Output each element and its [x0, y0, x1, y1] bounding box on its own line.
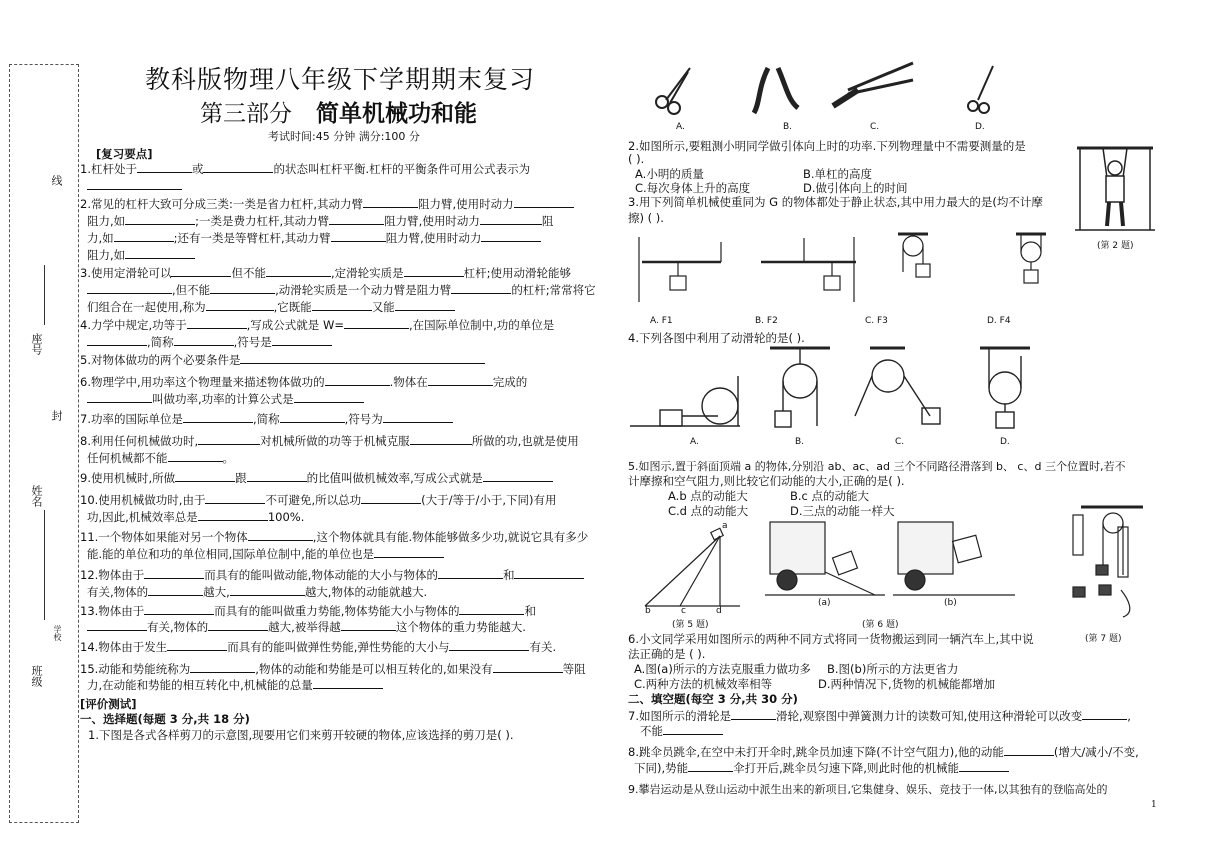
text: 完成的: [492, 375, 528, 389]
text: 力,在动能和势能的相互转化中,机械能的总量: [87, 678, 313, 692]
blank: [363, 195, 418, 208]
q8-line: [628, 743, 1139, 760]
q2-line3: [87, 229, 541, 246]
text: ,写成公式就是 W=: [246, 318, 344, 332]
blank: [206, 298, 274, 311]
q3-paren: 擦) ( ).: [628, 211, 664, 225]
legs: [1107, 202, 1123, 226]
blank: [329, 212, 384, 225]
incline-point-d: d: [716, 606, 722, 616]
q2-line: [80, 195, 574, 212]
q11-line2: [87, 545, 444, 562]
q3-line: [80, 264, 571, 281]
blank: [144, 566, 204, 579]
blank: [410, 432, 472, 445]
q5-stem: 5.如图示,置于斜面顶端 a 的物体,分别沿 ab、ac、ad 三个不同路径滑落到 b、 c、d 三个位置时,若不: [628, 460, 1126, 473]
pulley-c: [903, 236, 923, 256]
weight1: [1096, 565, 1108, 575]
text: 能.能的单位和功的单位相同,国际单位制中,能的单位也是: [87, 547, 374, 561]
text: ,它既能: [273, 300, 312, 314]
blank: [148, 583, 203, 596]
blank: [959, 759, 1009, 772]
text: ,简称: [252, 412, 280, 426]
q4-line2: [87, 333, 332, 350]
spring-scale: [1073, 515, 1083, 555]
blank: [493, 660, 563, 673]
text: 不能: [640, 724, 663, 738]
q6-line: [80, 373, 527, 390]
binding-margin: [9, 64, 79, 823]
q6-figure-caption: (第 6 题): [862, 620, 899, 630]
blank: [230, 583, 305, 596]
q2-option-b: B.单杠的高度: [803, 167, 873, 181]
pulley-d: [989, 372, 1021, 404]
text: 5.对物体做功的两个必要条件是: [80, 353, 241, 367]
text: 6.物理学中,用功率这个物理量来描述物体做功的: [80, 375, 325, 389]
blank: [1082, 707, 1127, 720]
blank: [203, 160, 273, 173]
blank: [514, 566, 584, 579]
q2-option-a: A.小明的质量: [635, 167, 704, 181]
pullup-figure: [1075, 140, 1155, 235]
q1-line2: [87, 177, 182, 193]
blank: [87, 177, 182, 190]
blank: [168, 449, 223, 462]
text: ;还有一类是等臂杠杆,其动力臂: [173, 231, 331, 245]
text: 所做的功,也就是使用: [471, 434, 579, 448]
blank: [459, 602, 524, 615]
blank: [483, 469, 553, 482]
incline-figure: [640, 526, 750, 614]
q15-line: [80, 660, 586, 677]
text: 阻: [541, 214, 554, 228]
text: 或: [191, 162, 204, 176]
arms: [1103, 148, 1127, 178]
seat-number-label: 座号: [30, 333, 43, 355]
text: ,: [1127, 709, 1131, 723]
text: 4.力学中规定,功等于: [80, 318, 187, 332]
blank: [341, 618, 396, 631]
text: 而具有的能叫做弹性势能,弹性势能的大小与: [227, 640, 450, 654]
q14-line: [80, 638, 556, 655]
truck-a: [770, 522, 825, 574]
q6-stem: 6.小文同学采用如图所示的两种不同方式将同一货物搬运到同一辆汽车上,其中说: [628, 632, 1034, 646]
text: 和: [524, 604, 536, 618]
text: 13.物体由于: [80, 604, 145, 618]
q12-line: [80, 566, 584, 583]
text: 。: [222, 451, 234, 465]
q2-line4: [87, 246, 195, 263]
exam-info: 考试时间:45 分钟 满分:100 分: [268, 130, 420, 143]
blank: [87, 281, 172, 294]
seat-number-line: [44, 265, 45, 325]
text: 但不能: [231, 266, 266, 280]
text: ,符号为: [344, 412, 383, 426]
text: 这个物体的重力势能越大.: [395, 620, 526, 634]
text: 100%.: [267, 510, 305, 524]
text: 10.使用机械做功时,由于: [80, 493, 206, 507]
seal-char: 封: [50, 410, 63, 421]
q5-option-a: A.b 点的动能大: [668, 489, 748, 503]
q3-line3: [87, 298, 455, 315]
scissors-a-blade2: [670, 72, 688, 103]
blank: [208, 618, 268, 631]
q2-option-c: C.每次身体上升的高度: [635, 181, 751, 195]
blank: [481, 229, 541, 242]
text: 的状态叫杠杆平衡.杠杆的平衡条件可用公式表示为: [273, 162, 531, 176]
blank: [1004, 743, 1054, 756]
blank: [175, 469, 235, 482]
blank: [171, 264, 231, 277]
rope-c1: [855, 376, 872, 416]
q3-line2: [87, 281, 596, 298]
q4-option-b: B.: [795, 437, 805, 447]
blank: [688, 759, 733, 772]
text: 3.使用定滑轮可以: [80, 266, 172, 280]
name-line: [44, 510, 45, 620]
pulley-scale-figure: [1063, 505, 1153, 620]
weight-c: [916, 264, 930, 277]
text: 越大,物体的动能就越大.: [304, 585, 428, 599]
text: 阻力臂,使用时动力: [385, 231, 482, 245]
text: 而具有的能叫做重力势能,物体势能大小与物体的: [214, 604, 460, 618]
blank: [404, 264, 464, 277]
blank: [87, 618, 147, 631]
q6-option-d: D.两种情况下,货物的机械能都增加: [818, 677, 996, 691]
q6-line2: [87, 390, 364, 407]
blank: [325, 373, 390, 386]
q2-paren: ( ).: [628, 152, 645, 166]
crate-a: [833, 551, 858, 575]
q2-figure-caption: (第 2 题): [1097, 241, 1134, 251]
q3-option-d: D. F4: [987, 316, 1011, 326]
q7-line: [80, 410, 453, 427]
blank: [174, 333, 234, 346]
text: 的比值叫做机械效率,写成公式就是: [306, 471, 483, 485]
pulley-systems-figure: [630, 346, 1050, 436]
text: 的杠杆;常常将它: [511, 283, 596, 297]
text: ,这个物体就具有能.物体能够做多少功,就说它具有多少: [312, 530, 589, 544]
pliers-b-handle: [754, 68, 768, 113]
school-label: 学校: [53, 625, 62, 641]
q15-line2: [87, 676, 383, 693]
scissors-d-blade: [978, 66, 993, 100]
truck-loading-figure: [765, 520, 1020, 610]
text: (增大/减小/不变,: [1053, 745, 1139, 759]
q1-option-a: A.: [676, 122, 685, 132]
name-label: 姓名: [30, 485, 43, 507]
choice-heading: 一、选择题(每题 3 分,共 18 分): [80, 712, 250, 726]
blank: [198, 508, 268, 521]
q4-option-d: D.: [1000, 437, 1010, 447]
text: .物体在: [389, 375, 428, 389]
blank: [383, 410, 453, 423]
q9-line: 9.攀岩运动是从登山运动中派生出来的新项目,它集健身、娱乐、竞技于一体,以其独有的登临高处的: [628, 783, 1108, 796]
text: 杠杆;使用动滑轮能够: [463, 266, 572, 280]
weight-b: [824, 276, 840, 290]
slope-ab: [645, 536, 720, 606]
q1-option-b: B.: [783, 122, 793, 132]
blank: [144, 602, 214, 615]
text: 叫做功率,功率的计算公式是: [152, 392, 294, 406]
q1-line: [80, 160, 530, 177]
block-a: [660, 410, 682, 426]
text: 力,如: [87, 231, 114, 245]
q3-option-b: B. F2: [755, 316, 778, 326]
blank: [210, 281, 275, 294]
q6-sub-b: (b): [944, 598, 957, 608]
subtitle-part: 第三部分: [200, 101, 292, 127]
scissors-d-ring2: [979, 103, 989, 113]
text: 8.利用任何机械做功时,: [80, 434, 199, 448]
text: ,在国际单位制中,功的单位是: [408, 318, 555, 332]
q6-option-c: C.两种方法的机械效率相等: [634, 677, 773, 691]
q5-stem2: 计摩擦和空气阻力,则比较它们动能的大小,正确的是( ).: [628, 474, 905, 488]
text: 越大,被举得越: [268, 620, 341, 634]
head: [1108, 161, 1122, 175]
torso: [1106, 176, 1124, 202]
page-title: 教科版物理八年级下学期期末复习: [145, 65, 536, 94]
text: 对机械所做的功等于机械克服: [260, 434, 410, 448]
q5-option-c: C.d 点的动能大: [668, 504, 749, 518]
text: 滑轮,观察图中弹簧测力计的读数可知,使用这种滑轮可以改变: [775, 709, 1083, 723]
blank: [331, 229, 386, 242]
blank: [125, 212, 195, 225]
q5-option-d: D.三点的动能一样大: [790, 504, 895, 518]
blank: [731, 707, 776, 720]
text: 越大,: [203, 585, 230, 599]
blank: [190, 660, 255, 673]
mc1-stem: 1.下图是各式各样剪刀的示意图,现要用它们来剪开较硬的物体,应该选择的剪刀是( ).: [88, 728, 514, 742]
blank: [344, 316, 409, 329]
blank: [312, 298, 372, 311]
pulley-d: [1021, 242, 1041, 262]
q10-line2: [87, 508, 304, 525]
q5-figure-caption: (第 5 题): [672, 620, 709, 630]
pulley-b: [783, 364, 817, 398]
blank: [266, 264, 331, 277]
blank: [87, 390, 152, 403]
q7-figure-caption: (第 7 题): [1085, 634, 1122, 644]
page-subtitle: [200, 95, 477, 128]
block-c: [922, 408, 940, 424]
text: 7.功率的国际单位是: [80, 412, 183, 426]
hand: [1121, 590, 1130, 617]
text: 等阻: [562, 662, 586, 676]
text: 11.一个物体如果能对另一个物体: [80, 530, 248, 544]
text: 1.杠杆处于: [80, 162, 137, 176]
blank: [514, 195, 574, 208]
weight3: [1099, 585, 1111, 595]
block-b: [775, 411, 791, 427]
q13-line: [80, 602, 536, 619]
subtitle-topic: 简单机械功和能: [316, 100, 477, 127]
blank: [248, 528, 313, 541]
q4-stem: 4.下列各图中利用了动滑轮的是( ).: [628, 331, 805, 345]
blank: [198, 432, 260, 445]
q8-line2: [634, 759, 1009, 776]
q5-line: [80, 351, 485, 368]
scissors-d-ring: [968, 101, 978, 111]
text: 阻力,如: [87, 214, 126, 228]
page-number: 1: [1151, 800, 1157, 810]
scissors-a-ring: [656, 96, 668, 108]
text: 功,因此,机械效率总是: [87, 510, 198, 524]
text: 不可避免,所以总功: [265, 493, 362, 507]
blank: [183, 410, 253, 423]
text: ,简称: [147, 335, 174, 349]
q9-line: [80, 469, 553, 486]
wheel-b: [905, 570, 925, 590]
blank: [480, 212, 542, 225]
text: 而具有的能叫做动能,物体动能的大小与物体的: [204, 568, 438, 582]
q4-option-c: C.: [895, 437, 905, 447]
q3-stem: 3.用下列简单机械使重同为 G 的物体都处于静止状态,其中用力最大的是(均不计摩: [628, 195, 1043, 209]
q6-option-a: A.图(a)所示的方法克服重力做功多: [634, 662, 811, 676]
q13-line2: [87, 618, 526, 635]
blank: [247, 469, 307, 482]
scissors-a-ring2: [668, 102, 680, 114]
q5-option-b: B.c 点的动能大: [790, 489, 870, 503]
text: 跟: [235, 471, 247, 485]
pulley: [1103, 513, 1123, 533]
text: 伞打开后,跳伞员匀速下降,则此时他的机械能: [733, 761, 959, 775]
text: 又能: [371, 300, 395, 314]
weight-d: [1024, 270, 1038, 283]
blank: [361, 491, 421, 504]
blank: [449, 638, 529, 651]
blank: [87, 333, 147, 346]
q1-option-c: C.: [870, 122, 880, 132]
text: 有关,物体的: [87, 585, 149, 599]
text: 有关.: [529, 640, 557, 654]
wheel-a: [777, 570, 797, 590]
shears-c-handle: [833, 90, 858, 106]
text: 14.物体由于发生: [80, 640, 168, 654]
q4-option-a: A.: [690, 437, 699, 447]
q6-stem2: 法正确的是 ( ).: [628, 647, 706, 661]
text: ,动滑轮实质是一个动力臂是阻力臂: [275, 283, 452, 297]
blank: [451, 281, 511, 294]
pulley-c: [872, 360, 904, 392]
text: 7.如图所示的滑轮是: [628, 709, 731, 723]
q10-line: [80, 491, 557, 508]
weight2: [1073, 587, 1085, 597]
eval-heading: [评价测试]: [80, 697, 137, 711]
text: ,符号是: [233, 335, 272, 349]
pulley-a: [702, 388, 738, 424]
blank: [395, 298, 455, 311]
blank: [272, 333, 332, 346]
incline-point-a: a: [722, 521, 728, 531]
text: 8.跳伞员跳伞,在空中未打开伞时,跳伞员加速下降(不计空气阻力),他的动能: [628, 745, 1004, 759]
blank: [663, 722, 723, 735]
q3-option-c: C. F3: [865, 316, 888, 326]
slope-ac: [680, 536, 720, 606]
q4-line: [80, 316, 554, 333]
text: 们组合在一起使用,称为: [87, 300, 206, 314]
q8-line: [80, 432, 579, 449]
blank: [137, 160, 192, 173]
q6-sub-a: (a): [818, 598, 831, 608]
blank: [125, 246, 195, 259]
rope-c2: [904, 376, 930, 416]
blank: [167, 638, 227, 651]
seal-line-char: 线: [50, 175, 63, 186]
truck-b: [898, 522, 953, 574]
text: 12.物体由于: [80, 568, 145, 582]
text: 9.使用机械时,所做: [80, 471, 176, 485]
q2-stem: 2.如图所示,要粗测小明同学做引体向上时的功率.下列物理量中不需要测量的是: [628, 139, 1026, 153]
text: 2.常见的杠杆大致可分成三类:一类是省力杠杆,其动力臂: [80, 197, 363, 211]
q6-option-b: B.图(b)所示的方法更省力: [827, 662, 959, 676]
text: (大于/等于/小于,下同)有用: [421, 493, 557, 507]
incline-point-c: c: [681, 606, 686, 616]
q11-line: [80, 528, 588, 545]
blank: [280, 410, 345, 423]
block-d: [996, 412, 1014, 428]
text: 有关,物体的: [147, 620, 209, 634]
text: ;一类是费力杠杆,其动力臂: [195, 214, 330, 228]
ramp-a: [825, 572, 875, 595]
review-heading: [复习要点]: [96, 147, 153, 161]
q2-option-d: D.做引体向上的时间: [803, 181, 908, 195]
text: 15.动能和势能统称为: [80, 662, 191, 676]
text: 阻力臂,使用时动力: [418, 197, 514, 211]
text: 阻力臂,使用时动力: [384, 214, 480, 228]
blank: [114, 229, 174, 242]
q2-line2: [87, 212, 553, 229]
q1-option-d: D.: [975, 122, 985, 132]
text: ,定滑轮实质是: [330, 266, 404, 280]
text: ,但不能: [172, 283, 211, 297]
scissors-figure: [648, 58, 1028, 136]
class-label: 班级: [30, 665, 43, 687]
blank: [187, 316, 247, 329]
q8-line2: [87, 449, 234, 466]
machines-figure: [636, 232, 1056, 312]
blank: [240, 351, 485, 364]
text: 阻力,如: [87, 248, 126, 262]
blank: [374, 545, 444, 558]
blank: [428, 373, 493, 386]
text: 和: [502, 568, 515, 582]
pliers-b-handle2: [778, 68, 798, 108]
crate-b: [953, 535, 982, 562]
blank: [294, 390, 364, 403]
text: 下同),势能: [634, 761, 689, 775]
text: ,物体的动能和势能是可以相互转化的,如果没有: [255, 662, 493, 676]
fill-heading: 二、填空题(每空 3 分,共 30 分): [628, 692, 798, 706]
q7-line2: [640, 722, 723, 739]
q12-line2: [87, 583, 427, 600]
blank: [205, 491, 265, 504]
incline-point-b: b: [645, 606, 651, 616]
weight-a: [670, 276, 686, 290]
blank: [438, 566, 503, 579]
blank: [313, 676, 383, 689]
q3-option-a: A. F1: [650, 316, 673, 326]
text: 任何机械都不能: [87, 451, 168, 465]
